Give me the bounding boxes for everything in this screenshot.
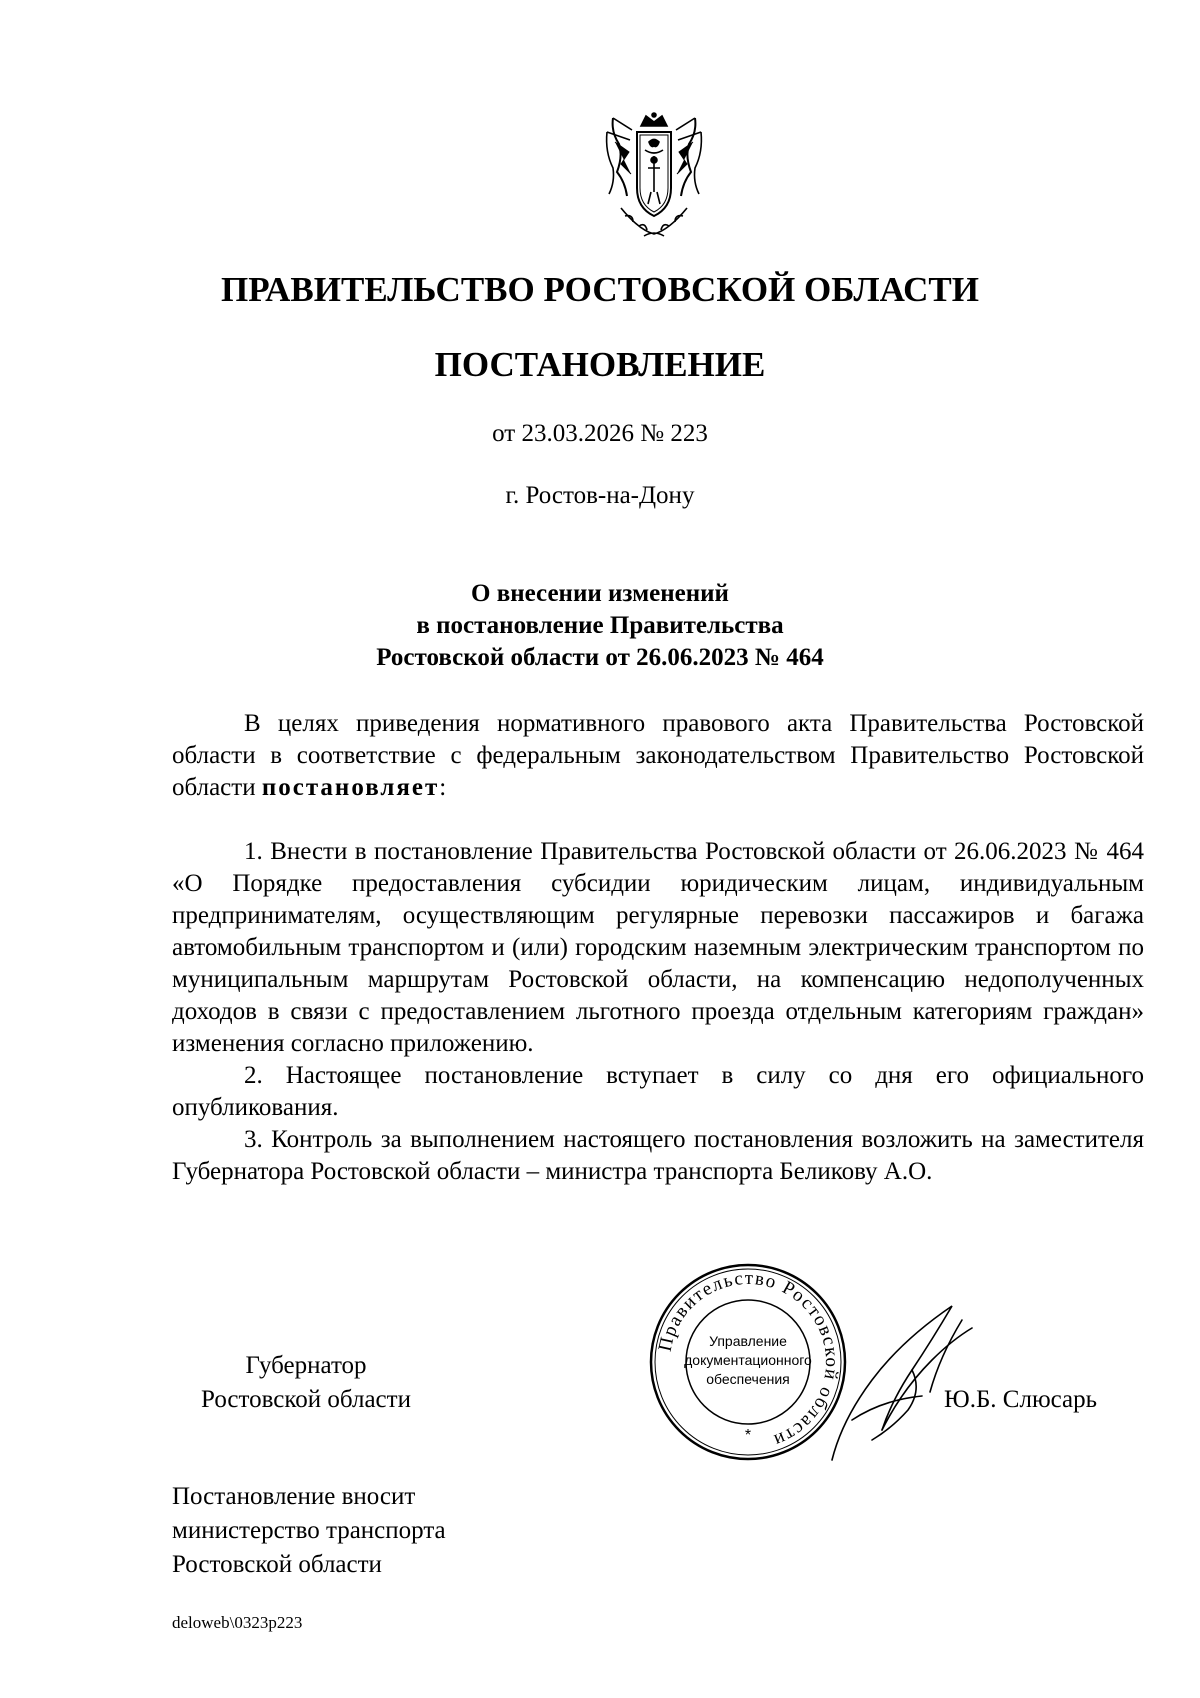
signatory-title-line: Губернатор <box>245 1352 367 1379</box>
submitter-block <box>172 1480 446 1582</box>
document-city: г. Ростов-на-Дону <box>505 482 695 509</box>
signatory-title-line: Ростовской области <box>201 1386 411 1413</box>
preamble-keyword: постановляет <box>261 774 440 801</box>
item-paragraph: 2. Настоящее постановление вступает в силу со дня его официального опубликования. <box>172 1062 1144 1121</box>
signatory-title <box>176 1349 436 1417</box>
submitter-line: министерство транспорта <box>172 1517 446 1544</box>
subject-line: О внесении изменений <box>471 580 729 607</box>
item-paragraph: 3. Контроль за выполнением настоящего постановления возложить на заместителя Губернатора Ростовской области – министра транспорта Беликову А.О. <box>172 1126 1144 1185</box>
seal-inner-line: Управление <box>709 1333 787 1349</box>
preamble-end: : <box>439 774 447 801</box>
government-title: ПРАВИТЕЛЬСТВО РОСТОВСКОЙ ОБЛАСТИ <box>221 270 979 309</box>
submitter-line: Ростовской области <box>172 1551 382 1578</box>
signatory-name: Ю.Б. Слюсарь <box>944 1386 1098 1413</box>
seal-star: * <box>744 1427 752 1444</box>
document-date-number: от 23.03.2026 № 223 <box>492 420 708 447</box>
document-subject <box>0 578 1200 674</box>
seal-outer-text: Правительство Ростовской области <box>654 1267 843 1452</box>
seal-inner-line: обеспечения <box>706 1371 790 1387</box>
preamble-paragraph <box>172 708 1144 804</box>
file-reference: deloweb\0323p223 <box>172 1613 303 1632</box>
document-type: ПОСТАНОВЛЕНИЕ <box>434 345 766 384</box>
seal-inner-line: документационного <box>684 1352 812 1368</box>
submitter-line: Постановление вносит <box>172 1483 416 1510</box>
preamble-text: В целях приведения нормативного правового акта Правительства Ростовской области в соответствие с федеральным законодательством Правительство Ростовской области <box>172 710 1144 801</box>
rostov-oblast-coat-of-arms-icon <box>599 112 709 242</box>
subject-line: в постановление Правительства <box>416 612 784 639</box>
document-body <box>172 708 1144 1188</box>
subject-line: Ростовской области от 26.06.2023 № 464 <box>376 644 824 671</box>
item-paragraph: 1. Внести в постановление Правительства Ростовской области от 26.06.2023 № 464 «О Порядке предоставления субсидии юридическим лицам, индивидуальным предпринимателям, осуществляющим регулярные перевозки пассажиров и багажа автомобильным транспортом и (или) городским наземным электрическим транспортом по муниципальным маршрутам Ростовской области, на компенсацию недополученных доходов в связи с предоставлением льготного проезда отдельным категориям граждан» изменения согласно приложению. <box>172 838 1144 1057</box>
